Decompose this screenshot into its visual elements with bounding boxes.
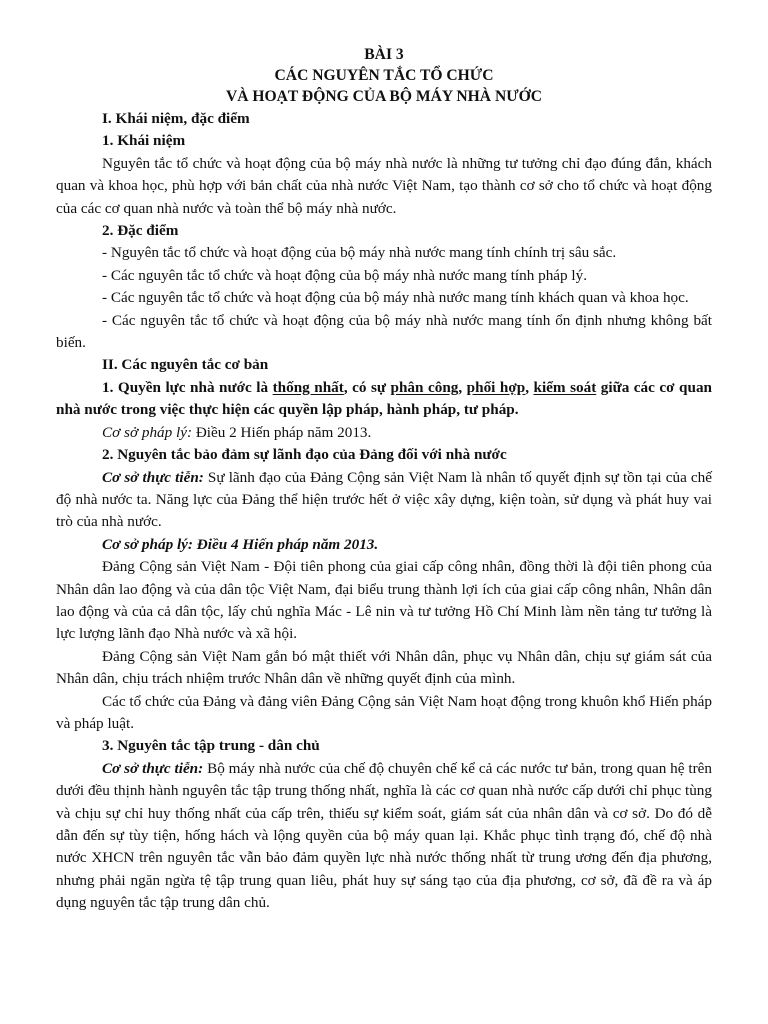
practical-basis-text: Sự lãnh đạo của Đảng Cộng sản Việt Nam là nhân tố quyết định sự tồn tại của chế độ nhà nước ta. Năng lực của Đảng thể hiện trước hết ở việc xây dựng, kiện toàn, sử dụng và phát huy vai trò của nhà nước. — [56, 468, 712, 531]
practical-basis-label: Cơ sở thực tiễn: — [102, 468, 204, 486]
lesson-title — [56, 44, 712, 107]
principle-1-legal-basis — [56, 422, 712, 444]
principle-3-practical-basis — [56, 758, 712, 915]
subsection-features-heading: 2. Đặc điểm — [102, 222, 179, 240]
principle-1-underline-control: kiểm soát — [533, 378, 597, 396]
practical-basis-text: Bộ máy nhà nước của chế độ chuyên chế kể cả các nước tư bản, trong quan hệ trên dưới đều thịnh hành nguyên tắc tập trung thống nhất, nghĩa là các cơ quan nhà nước cấp dưới chỉ phục tùng và chịu sự chỉ huy thống nhất của cấp trên, thiếu sự kiểm soát, giám sát của nhân dân và cơ sở. Do đó dễ dẫn đến sự tùy tiện, hống hách và lộng quyền của bộ máy quan lại. Khắc phục tình trạng đó, chế độ nhà nước XHCN trên nguyên tắc vẫn bảo đảm quyền lực nhà nước thống nhất từ trung ương đến địa phương, nhưng phải ngăn ngừa tệ tập trung quan liêu, phát huy sự sáng tạo của địa phương, cơ sở, đã đề ra và áp dụng nguyên tắc tập trung dân chủ. — [56, 759, 712, 912]
feature-item-1: - Nguyên tắc tổ chức và hoạt động của bộ máy nhà nước mang tính chính trị sâu sắc. — [102, 244, 617, 262]
principle-2-practical-basis — [56, 467, 712, 534]
title-line-1: BÀI 3 — [364, 46, 404, 63]
section-2-heading: II. Các nguyên tắc cơ bản — [102, 356, 269, 374]
principle-1-text-e: giữa các cơ quan nhà nước trong việc thực hiện các quyền lập pháp, hành pháp, tư pháp. — [56, 378, 712, 419]
feature-item-2: - Các nguyên tắc tổ chức và hoạt động của bộ máy nhà nước mang tính pháp lý. — [102, 266, 588, 284]
principle-2-paragraph-2: Đảng Cộng sản Việt Nam gắn bó mật thiết với Nhân dân, phục vụ Nhân dân, chịu sự giám sát của Nhân dân, chịu trách nhiệm trước Nhân dân về những quyết định của mình. — [56, 647, 712, 688]
feature-item-3: - Các nguyên tắc tổ chức và hoạt động của bộ máy nhà nước mang tính khách quan và khoa học. — [102, 289, 689, 307]
principle-1-text-b: , có sự — [343, 378, 391, 396]
principle-1-heading — [56, 377, 712, 422]
legal-basis-text: Điều 2 Hiến pháp năm 2013. — [192, 423, 372, 441]
section-1-heading: I. Khái niệm, đặc điểm — [102, 110, 250, 127]
principle-1-underline-coordination: phối hợp — [466, 378, 526, 396]
principle-2-paragraph-1: Đảng Cộng sản Việt Nam - Đội tiên phong của giai cấp công nhân, đồng thời là đội tiên phong của Nhân dân lao động và của dân tộc Việt Nam, đại biểu trung thành lợi ích của giai cấp công nhân, Nhân dân lao động và của cả dân tộc, lấy chủ nghĩa Mác - Lê nin và tư tưởng Hồ Chí Minh làm nền tảng tư tưởng là lực lượng lãnh đạo Nhà nước và xã hội. — [56, 558, 712, 643]
principle-1-underline-unified: thống nhất — [272, 378, 344, 396]
principle-1-text-a: 1. Quyền lực nhà nước là — [102, 378, 273, 396]
principle-2-heading: 2. Nguyên tắc bảo đảm sự lãnh đạo của Đảng đối với nhà nước — [102, 446, 507, 464]
principle-1-text-d: , — [525, 378, 534, 396]
feature-item-4: - Các nguyên tắc tổ chức và hoạt động của bộ máy nhà nước mang tính ổn định nhưng không bất biến. — [56, 311, 712, 352]
document-body — [56, 44, 712, 915]
principle-1-text-c: , — [458, 378, 467, 396]
title-line-3: VÀ HOẠT ĐỘNG CỦA BỘ MÁY NHÀ NƯỚC — [225, 88, 543, 105]
principle-2-legal-basis: Cơ sở pháp lý: Điều 4 Hiến pháp năm 2013. — [102, 535, 379, 553]
principle-3-heading: 3. Nguyên tắc tập trung - dân chủ — [102, 737, 320, 755]
subsection-concept-heading: 1. Khái niệm — [102, 132, 186, 150]
practical-basis-label: Cơ sở thực tiễn: — [102, 759, 204, 777]
title-line-2: CÁC NGUYÊN TẮC TỔ CHỨC — [274, 67, 494, 84]
legal-basis-label: Cơ sở pháp lý: — [102, 423, 193, 441]
principle-2-paragraph-3: Các tổ chức của Đảng và đảng viên Đảng Cộng sản Việt Nam hoạt động trong khuôn khổ Hiến pháp và pháp luật. — [56, 692, 712, 732]
principle-1-underline-division: phân công — [390, 378, 459, 396]
concept-paragraph: Nguyên tắc tổ chức và hoạt động của bộ máy nhà nước là những tư tưởng chỉ đạo đúng đắn, khách quan và khoa học, phù hợp với bản chất của nhà nước Việt Nam, tạo thành cơ sở cho tổ chức và hoạt động của các cơ quan nhà nước và toàn thể bộ máy nhà nước. — [56, 154, 712, 217]
